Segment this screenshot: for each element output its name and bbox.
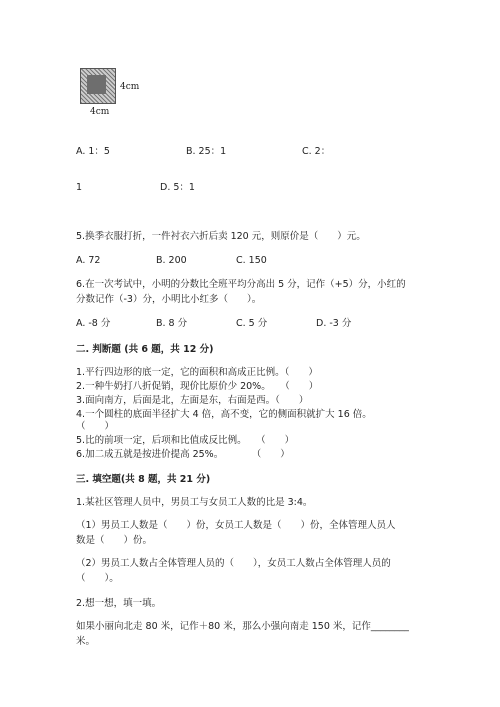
q4-option-c: C. 2：	[302, 146, 331, 157]
section2-item: （ ）	[76, 421, 115, 432]
section2-item: 6.加二成五就是按进价提高 25%。 （ ）	[76, 449, 290, 460]
q6-option-c: C. 5 分	[236, 318, 268, 329]
inner-square	[87, 75, 106, 94]
q6-option-b: B. 8 分	[156, 318, 188, 329]
right-dimension-label: 4cm	[120, 82, 140, 92]
q5-option-b: B. 200	[156, 255, 187, 266]
section3-title: 三. 填空题(共 8 题，共 21 分)	[76, 474, 211, 485]
q5-option-c: C. 150	[236, 255, 267, 266]
q4-option-c-cont: 1	[76, 182, 83, 193]
section2-item: 5.比的前项一定，后项和比值成反比例。 （ ）	[76, 435, 295, 446]
bottom-dimension-label: 4cm	[90, 107, 110, 117]
q4-option-a: A. 1：5	[76, 146, 110, 157]
q6-option-d: D. -3 分	[316, 318, 352, 329]
q5-stem: 5.换季衣服打折，一件衬衣六折后卖 120 元，则原价是（ ）元。	[76, 231, 366, 242]
section3-q1-part1-line2: 数是（ ）份。	[76, 535, 153, 546]
q5-option-a: A. 72	[76, 255, 101, 266]
section2-item: 4.一个圆柱的底面半径扩大 4 倍，高不变，它的侧面积就扩大 16 倍。	[76, 409, 372, 420]
section2-title: 二. 判断题 (共 6 题，共 12 分)	[76, 344, 214, 355]
q6-stem-line2: 分数记作（-3）分，小明比小红多（ ）。	[76, 294, 262, 305]
section3-q2: 2.想一想，填一填。	[76, 598, 162, 609]
q6-stem-line1: 6.在一次考试中，小明的分数比全班平均分高出 5 分，记作（+5）分，小红的	[76, 279, 406, 290]
q4-option-b: B. 25：1	[186, 146, 227, 157]
section2-item: 1.平行四边形的底一定，它的面积和高成正比例。（ ）	[76, 367, 318, 378]
section3-q2-line1: 如果小丽向北走 80 米，记作＋80 米，那么小强向南走 150 米，记作________	[76, 621, 409, 632]
section3-q2-line2: 米。	[76, 636, 96, 647]
section3-q1-part2-line1: （2）男员工人数占全体管理人员的（ ），女员工人数占全体管理人员的	[76, 558, 391, 569]
q4-option-d: D. 5：1	[160, 182, 195, 193]
square-figure	[80, 68, 148, 120]
section2-item: 2.一种牛奶打八折促销，现价比原价少 20%。 （ ）	[76, 381, 319, 392]
section3-q1: 1.某社区管理人员中，男员工与女员工人数的比是 3:4。	[76, 497, 313, 508]
section2-item: 3.面向南方，后面是北，左面是东，右面是西。（ ）	[76, 395, 309, 406]
section3-q1-part2-line2: （ ）。	[76, 573, 119, 584]
section3-q1-part1-line1: （1）男员工人数是（ ）份，女员工人数是（ ）份，全体管理人员人	[76, 520, 396, 531]
q6-option-a: A. -8 分	[76, 318, 111, 329]
